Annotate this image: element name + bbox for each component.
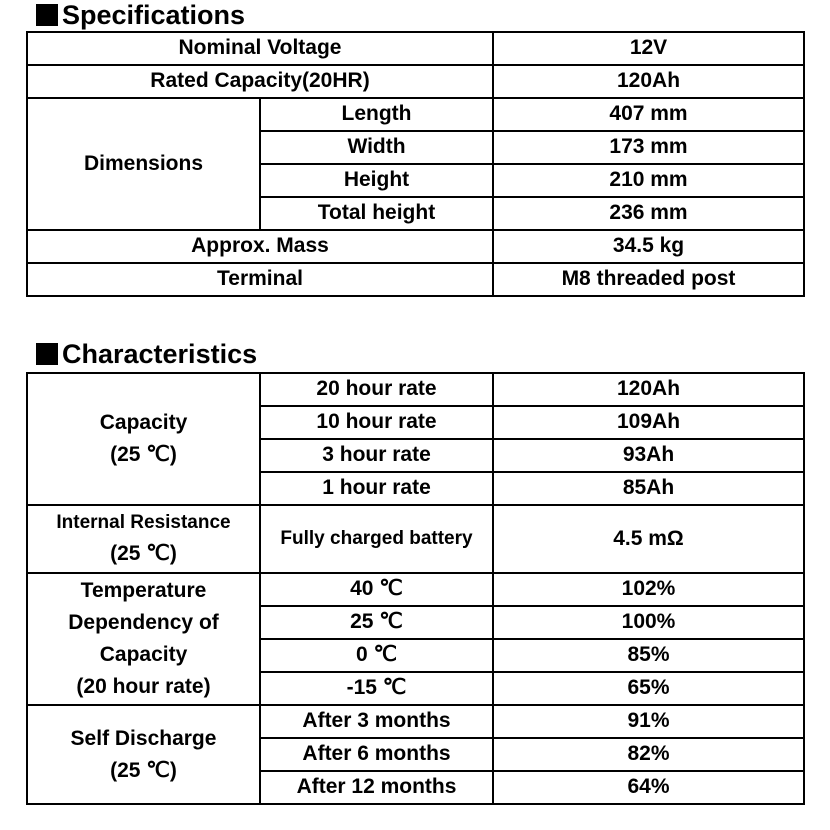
capacity-label-line: Capacity — [99, 411, 188, 434]
self-discharge-period: After 6 months — [260, 738, 493, 771]
rated-capacity-value: 120Ah — [493, 65, 804, 98]
dimension-label: Total height — [260, 197, 493, 230]
terminal-label: Terminal — [27, 263, 493, 296]
dimension-label: Width — [260, 131, 493, 164]
dimension-value: 210 mm — [493, 164, 804, 197]
table-row — [27, 263, 804, 296]
temperature-dependency-label-line: Dependency of — [68, 611, 219, 634]
temperature-dependency-label — [27, 573, 260, 705]
square-bullet-icon — [36, 4, 58, 26]
self-discharge-period: After 12 months — [260, 771, 493, 804]
temperature-label: 25 ℃ — [260, 606, 493, 639]
specifications-table — [26, 31, 805, 297]
capacity-rate-value: 109Ah — [493, 406, 804, 439]
capacity-rate-label: 20 hour rate — [260, 373, 493, 406]
capacity-label — [27, 373, 260, 505]
dimension-label: Length — [260, 98, 493, 131]
capacity-rate-label: 3 hour rate — [260, 439, 493, 472]
capacity-temp-line: (25 ℃) — [110, 443, 177, 466]
capacity-rate-value: 120Ah — [493, 373, 804, 406]
terminal-value: M8 threaded post — [493, 263, 804, 296]
specifications-title: Specifications — [62, 0, 246, 30]
rated-capacity-label: Rated Capacity(20HR) — [27, 65, 493, 98]
nominal-voltage-value: 12V — [493, 32, 804, 65]
self-discharge-label-line: Self Discharge — [70, 726, 217, 750]
capacity-rate-value: 93Ah — [493, 439, 804, 472]
internal-resistance-label-line: Internal Resistance — [56, 512, 231, 533]
characteristics-title: Characteristics — [62, 339, 258, 369]
self-discharge-value: 91% — [493, 705, 804, 738]
capacity-rate-label: 1 hour rate — [260, 472, 493, 505]
internal-resistance-temp-line: (25 ℃) — [110, 541, 177, 565]
internal-resistance-condition: Fully charged battery — [260, 505, 493, 573]
nominal-voltage-label: Nominal Voltage — [27, 32, 493, 65]
mass-value: 34.5 kg — [493, 230, 804, 263]
self-discharge-temp-line: (25 ℃) — [110, 758, 177, 782]
dimension-value: 236 mm — [493, 197, 804, 230]
table-row — [27, 705, 804, 738]
table-row — [27, 230, 804, 263]
self-discharge-value: 82% — [493, 738, 804, 771]
temperature-value: 102% — [493, 573, 804, 606]
dimension-value: 173 mm — [493, 131, 804, 164]
self-discharge-label — [27, 705, 260, 804]
temperature-dependency-label-line: (20 hour rate) — [76, 675, 211, 698]
temperature-label: 0 ℃ — [260, 639, 493, 672]
characteristics-heading — [36, 339, 257, 369]
internal-resistance-value: 4.5 mΩ — [493, 505, 804, 573]
table-row — [27, 573, 804, 606]
specifications-heading — [36, 0, 245, 30]
dimension-label: Height — [260, 164, 493, 197]
temperature-label: 40 ℃ — [260, 573, 493, 606]
characteristics-table — [26, 372, 805, 805]
temperature-value: 65% — [493, 672, 804, 705]
table-row — [27, 32, 804, 65]
internal-resistance-label — [27, 505, 260, 573]
table-row — [27, 98, 804, 131]
temperature-dependency-label-line: Temperature — [80, 579, 207, 602]
table-row — [27, 65, 804, 98]
temperature-value: 85% — [493, 639, 804, 672]
capacity-rate-label: 10 hour rate — [260, 406, 493, 439]
self-discharge-period: After 3 months — [260, 705, 493, 738]
temperature-label: -15 ℃ — [260, 672, 493, 705]
square-bullet-icon — [36, 343, 58, 365]
dimension-value: 407 mm — [493, 98, 804, 131]
mass-label: Approx. Mass — [27, 230, 493, 263]
table-row — [27, 373, 804, 406]
capacity-rate-value: 85Ah — [493, 472, 804, 505]
dimensions-label: Dimensions — [27, 98, 260, 230]
temperature-value: 100% — [493, 606, 804, 639]
temperature-dependency-label-line: Capacity — [99, 643, 188, 666]
self-discharge-value: 64% — [493, 771, 804, 804]
table-row — [27, 505, 804, 573]
